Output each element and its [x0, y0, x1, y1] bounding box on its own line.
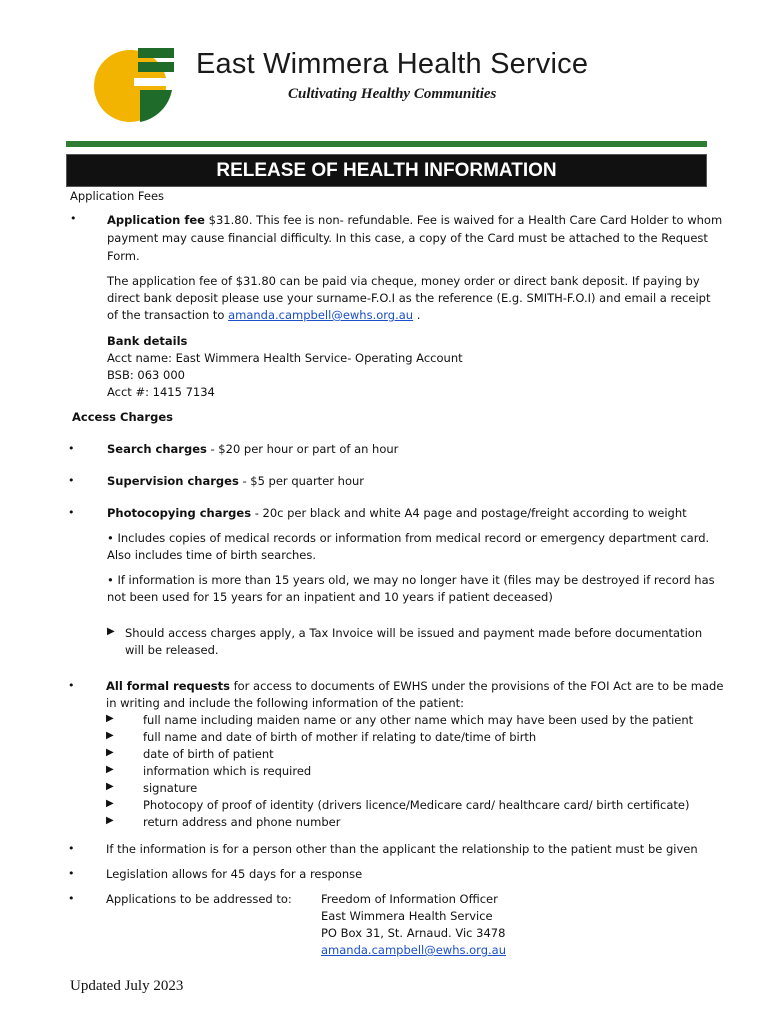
arrow-bullet-icon: ▶ [106, 764, 114, 775]
formal-requests-text: for access to documents of EWHS under the provisions of the FOI Act are to be made [229, 679, 724, 693]
request-item: full name and date of birth of mother if relating to date/time of birth [143, 730, 537, 744]
address-email-link[interactable]: amanda.campbell@ewhs.org.au [321, 943, 506, 957]
relationship-line: If the information is for a person other than the applicant the relationship to the patient must be given [106, 842, 698, 856]
tagline: Cultivating Healthy Communities [288, 86, 497, 102]
payment-suffix: . [413, 308, 421, 322]
application-fee-line-2: payment may cause financial difficulty. In this case, a copy of the Card must be attached to the Request [107, 231, 708, 245]
ewhs-logo [84, 44, 176, 124]
bullet: • [68, 506, 75, 519]
formal-requests-line-1 [106, 678, 723, 695]
arrow-bullet-icon: ▶ [106, 730, 114, 741]
formal-requests-label: All formal requests [106, 679, 230, 693]
bullet: • [68, 474, 75, 487]
search-charges-label: Search charges [107, 442, 207, 456]
arrow-bullet-icon: ▶ [106, 747, 114, 758]
bullet: • [68, 842, 75, 855]
search-charges-text: - $20 per hour or part of an hour [206, 442, 399, 456]
photocopy-charges-text: - 20c per black and white A4 page and postage/freight according to weight [251, 506, 687, 520]
payment-line-1: The application fee of $31.80 can be paid via cheque, money order or direct bank deposit. If paying by [107, 274, 700, 288]
application-fee-text: $31.80. This fee is non- refundable. Fee is waived for a Health Care Card Holder to whom [204, 213, 723, 227]
tax-invoice-line-1: Should access charges apply, a Tax Invoice will be issued and payment made before documentation [125, 626, 703, 640]
arrow-bullet-icon: ▶ [106, 798, 114, 809]
bank-details-heading: Bank details [107, 334, 188, 348]
includes-line-2: Also includes time of birth searches. [107, 548, 317, 562]
page-title: RELEASE OF HEALTH INFORMATION [66, 154, 707, 187]
arrow-bullet-icon: ▶ [106, 713, 114, 724]
header-rule [66, 141, 707, 147]
includes-line-1: • Includes copies of medical records or information from medical record or emergency department card. [107, 531, 710, 545]
address-line: East Wimmera Health Service [321, 909, 493, 923]
application-fee-line [107, 212, 722, 229]
application-fees-heading: Application Fees [70, 189, 165, 203]
request-item: date of birth of patient [143, 747, 274, 761]
address-line: PO Box 31, St. Arnaud. Vic 3478 [321, 926, 506, 940]
access-charges-heading: Access Charges [72, 410, 173, 424]
formal-requests-line-2: in writing and include the following information of the patient: [106, 696, 465, 710]
supervision-charges-text: - $5 per quarter hour [238, 474, 364, 488]
arrow-bullet-icon: ▶ [106, 815, 114, 826]
request-item: signature [143, 781, 198, 795]
address-email-wrap [321, 942, 506, 959]
request-item: Photocopy of proof of identity (drivers licence/Medicare card/ healthcare card/ birth certificate) [143, 798, 690, 812]
payment-line-2: direct bank deposit please use your surname-F.O.I as the reference (E.g. SMITH-F.O.I) and email a receipt [107, 291, 711, 305]
search-charges-line [107, 441, 398, 458]
address-label: Applications to be addressed to: [106, 892, 292, 906]
bullet: • [68, 442, 75, 455]
application-fee-line-3: Form. [107, 249, 140, 263]
payment-prefix: of the transaction to [107, 308, 229, 322]
supervision-charges-label: Supervision charges [107, 474, 239, 488]
application-fee-label: Application fee [107, 213, 205, 227]
bank-bsb: BSB: 063 000 [107, 368, 185, 382]
supervision-charges-line [107, 473, 364, 490]
request-item: return address and phone number [143, 815, 341, 829]
bank-acct-number: Acct #: 1415 7134 [107, 385, 215, 399]
bullet: • [68, 679, 75, 692]
older-records-line-2: not been used for 15 years for an inpatient and 10 years if patient deceased) [107, 590, 553, 604]
bank-acct-name: Acct name: East Wimmera Health Service- Operating Account [107, 351, 463, 365]
org-name: East Wimmera Health Service [196, 48, 589, 80]
photocopy-charges-line [107, 505, 687, 522]
address-line: Freedom of Information Officer [321, 892, 498, 906]
payment-line-3 [107, 307, 420, 324]
updated-date: Updated July 2023 [70, 978, 184, 994]
request-item: information which is required [143, 764, 312, 778]
legislation-line: Legislation allows for 45 days for a response [106, 867, 363, 881]
payment-email-link[interactable]: amanda.campbell@ewhs.org.au [228, 308, 414, 322]
older-records-line-1: • If information is more than 15 years old, we may no longer have it (files may be destroyed if record has [107, 573, 715, 587]
photocopy-charges-label: Photocopying charges [107, 506, 252, 520]
bullet: • [70, 212, 77, 225]
tax-invoice-line-2: will be released. [125, 643, 219, 657]
arrow-bullet-icon: ▶ [107, 626, 115, 637]
request-item: full name including maiden name or any other name which may have been used by the patient [143, 713, 694, 727]
arrow-bullet-icon: ▶ [106, 781, 114, 792]
bullet: • [68, 867, 75, 880]
bullet: • [68, 892, 75, 905]
